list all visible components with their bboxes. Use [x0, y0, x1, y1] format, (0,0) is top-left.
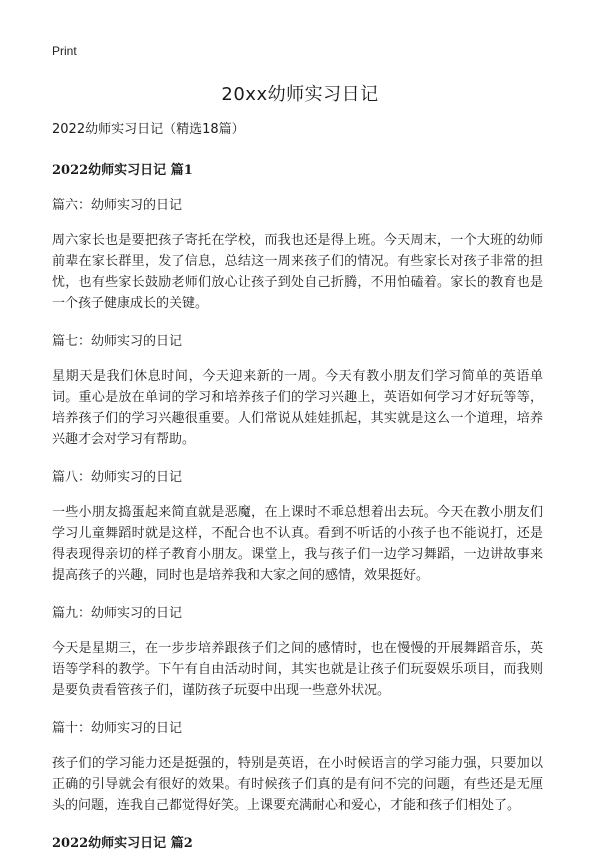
entry-paragraph: 孩子们的学习能力还是挺强的，特别是英语，在小时候语言的学习能力强，只要加以正确的引导就会有很好的效果。有时候孩子们真的是有问不完的问题，有些还是无厘头的问题，连我自己都觉得好笑。上课要充满耐心和爱心，才能和孩子们相处了。: [52, 756, 543, 813]
section-heading-2: 2022幼师实习日记 篇2: [52, 836, 193, 851]
entry-label: 篇七：幼师实习的日记: [52, 334, 183, 349]
entry-paragraph: 一些小朋友捣蛋起来简直就是恶魔，在上课时不乖总想着出去玩。今天在教小朋友们学习儿童舞蹈时就是这样，不配合也不认真。看到不听话的小孩子也不能说打，还是得表现得亲切的样子教育小朋友。课堂上，我与孩子们一边学习舞蹈，一边讲故事来提高孩子的兴趣，同时也是培养我和大家之间的感情，效果挺好。: [52, 505, 543, 583]
section-heading-1: 2022幼师实习日记 篇1: [52, 163, 193, 178]
document-body: [52, 118, 543, 867]
entry-paragraph: 今天是星期三，在一步步培养跟孩子们之间的感情时，也在慢慢的开展舞蹈音乐，英语等学科的教学。下午有自由活动时间，其实也就是让孩子们玩耍娱乐项目，而我则是要负责看管孩子们，谨防孩子玩耍中出现一些意外状况。: [52, 641, 543, 698]
entry-label: 篇十：幼师实习的日记: [52, 721, 183, 736]
entry-paragraph: 星期天是我们休息时间，今天迎来新的一周。今天有教小朋友们学习简单的英语单词。重心是放在单词的学习和培养孩子们的学习兴趣上，英语如何学习才好玩等等，培养孩子们的学习兴趣很重要。人们常说从娃娃抓起，其实就是这么一个道理，培养兴趣才会对学习有帮助。: [52, 369, 543, 447]
intro-line: 2022幼师实习日记（精选18篇）: [52, 122, 245, 137]
entry-label: 篇九：幼师实习的日记: [52, 606, 183, 621]
entry-label: 篇八：幼师实习的日记: [52, 470, 183, 485]
print-link[interactable]: Print: [52, 44, 77, 58]
entry-paragraph: 周六家长也是要把孩子寄托在学校，而我也还是得上班。今天周末，一个大班的幼师前辈在家长群里，发了信息，总结这一周来孩子们的情况。有些家长对孩子非常的担忧，也有些家长鼓励老师们放心让孩子到处自己折腾，不用怕磕着。家长的教育也是一个孩子健康成长的关键。: [52, 233, 543, 311]
page-title: 20xx幼师实习日记: [221, 84, 379, 105]
entry-label: 篇六：幼师实习的日记: [52, 198, 183, 213]
